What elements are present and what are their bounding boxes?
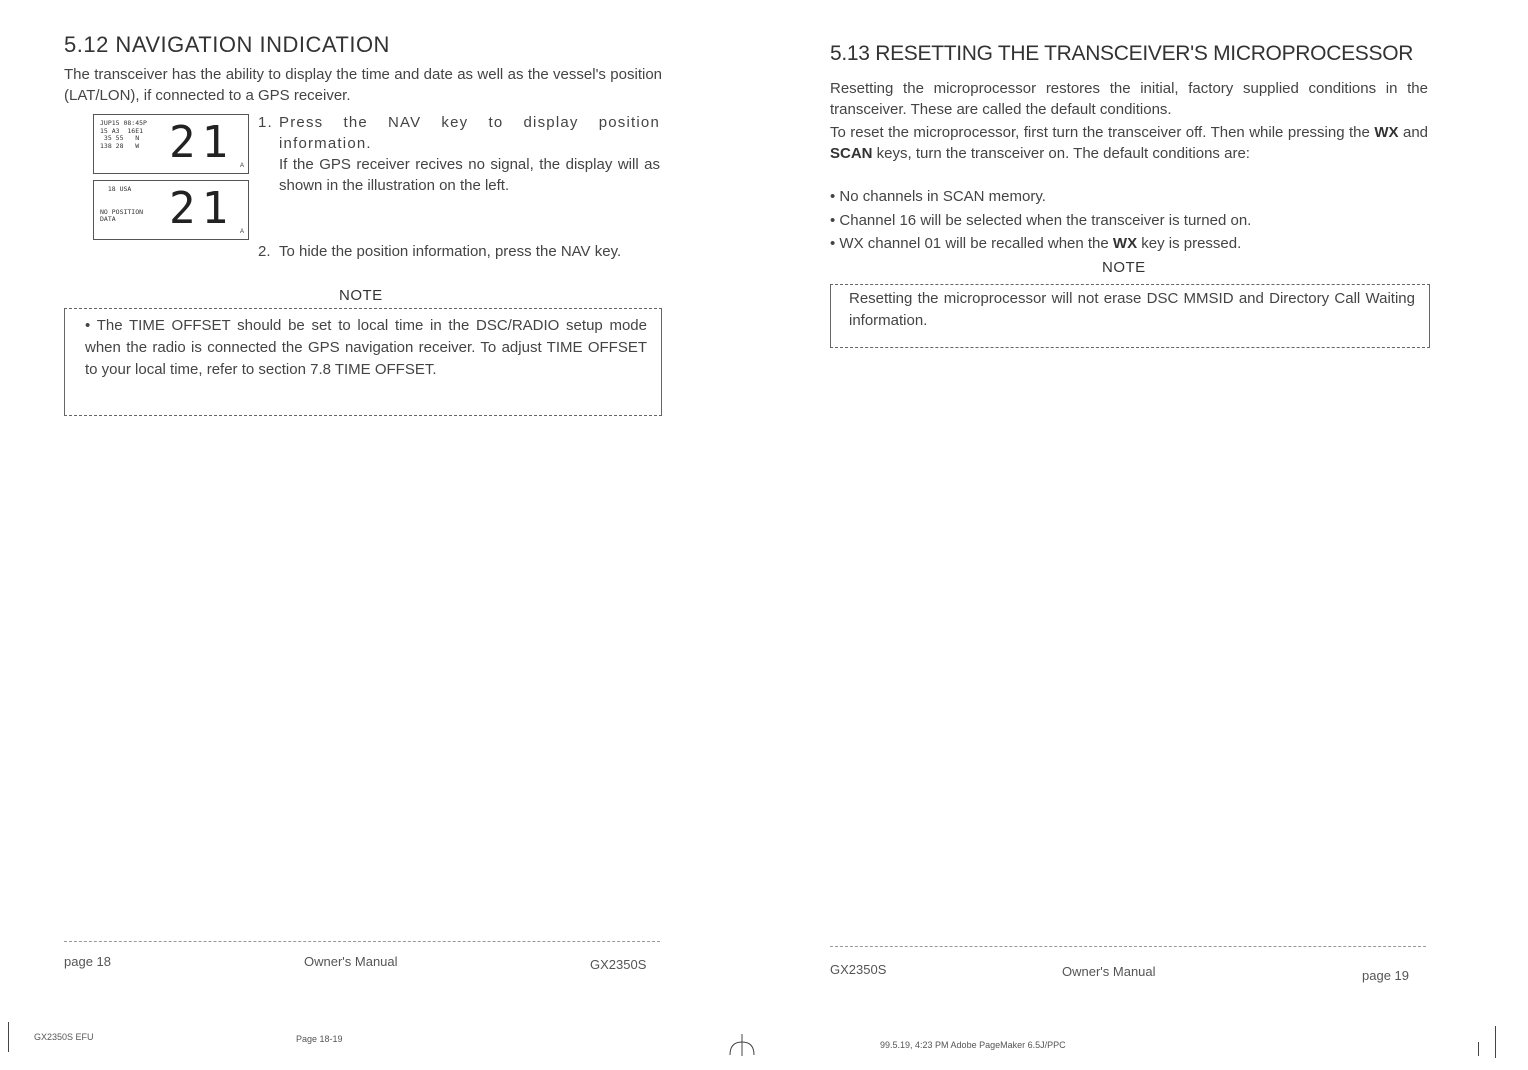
- print-slug-timestamp: 99.5.19, 4:23 PM Adobe PageMaker 6.5J/PPC: [880, 1040, 1066, 1050]
- key-wx: WX: [1374, 124, 1399, 141]
- reset-procedure-text: and: [1398, 124, 1429, 141]
- default-condition-item: [830, 233, 1428, 254]
- footer-page-number: page 19: [1362, 968, 1409, 983]
- lcd-no-position-readout: 18 USA NO POSITION DATA: [100, 185, 144, 223]
- note-box: Resetting the microprocessor will not erase DSC MMSID and Directory Call Waiting information.: [830, 284, 1430, 348]
- step-2: [258, 241, 660, 262]
- default-condition-item: • No channels in SCAN memory.: [830, 188, 1046, 205]
- reset-procedure-text: keys, turn the transceiver on. The default conditions are:: [872, 145, 1250, 162]
- step-text: If the GPS receiver recives no signal, the display will as shown in the illustration on the left.: [279, 156, 660, 194]
- section-title-reset: 5.13 RESETTING THE TRANSCEIVER'S MICROPROCESSOR: [830, 42, 1414, 65]
- lcd-indicator: A: [239, 229, 244, 235]
- crop-mark: [8, 1022, 9, 1052]
- lcd-illustration-no-position: [93, 180, 249, 240]
- step-text: To hide the position information, press the NAV key.: [279, 243, 622, 260]
- lcd-channel-number: 21: [169, 117, 234, 168]
- footer-rule: [64, 941, 660, 942]
- lcd-indicator: A: [239, 163, 244, 169]
- footer-manual-title: Owner's Manual: [304, 954, 398, 969]
- step-number: 1.: [258, 114, 273, 131]
- footer-model: GX2350S: [590, 957, 647, 972]
- reset-intro-paragraph: Resetting the microprocessor restores the initial, factory supplied conditions in the transceiver. These are called the default conditions.: [830, 80, 1428, 118]
- note-heading: NOTE: [339, 287, 383, 304]
- intro-paragraph: The transceiver has the ability to display the time and date as well as the vessel's position (LAT/LON), if connected to a GPS receiver.: [64, 66, 662, 104]
- reset-procedure-paragraph: [830, 122, 1428, 164]
- print-slug-pages: Page 18-19: [296, 1034, 343, 1044]
- note-box: • The TIME OFFSET should be set to local time in the DSC/RADIO setup mode when the radio is connected the GPS navigation receiver. To adjust TIME OFFSET to your local time, refer to section 7.8 TIME OFFSET.: [64, 308, 662, 416]
- crop-mark: [1495, 1026, 1496, 1058]
- step-text: Press the NAV key to display position information.: [279, 114, 660, 152]
- lcd-position-readout: JUP15 08:45P 15 A3 16E1 35 55 N 138 28 W: [100, 119, 147, 150]
- default-condition-text: • WX channel 01 will be recalled when the: [830, 235, 1113, 252]
- note-heading: NOTE: [1102, 259, 1146, 276]
- footer-page-number: page 18: [64, 954, 111, 969]
- key-scan: SCAN: [830, 145, 873, 162]
- section-title-navigation: 5.12 NAVIGATION INDICATION: [64, 32, 390, 57]
- footer-manual-title: Owner's Manual: [1062, 964, 1156, 979]
- step-1: [258, 112, 660, 154]
- lcd-channel-number: 21: [169, 183, 234, 234]
- footer-model: GX2350S: [830, 962, 887, 977]
- crop-mark: [1478, 1042, 1479, 1056]
- registration-mark-icon: [728, 1034, 756, 1056]
- step-1-note: [258, 154, 660, 196]
- default-condition-text: key is pressed.: [1137, 235, 1242, 252]
- footer-rule: [830, 946, 1426, 947]
- lcd-illustration-position: [93, 114, 249, 174]
- default-condition-item: • Channel 16 will be selected when the transceiver is turned on.: [830, 212, 1252, 229]
- step-number: 2.: [258, 243, 271, 260]
- reset-procedure-text: To reset the microprocessor, first turn the transceiver off. Then while pressing the: [830, 124, 1375, 141]
- key-wx: WX: [1112, 235, 1138, 252]
- print-slug-filename: GX2350S EFU: [34, 1032, 94, 1042]
